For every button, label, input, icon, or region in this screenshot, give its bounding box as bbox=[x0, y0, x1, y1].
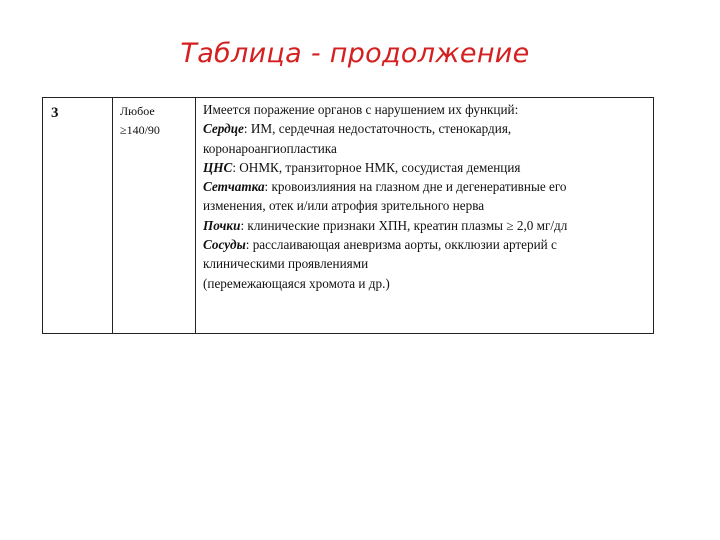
line-text: Имеется поражение органов с нарушением их функций: bbox=[203, 102, 519, 117]
line-text: клиническими проявлениями bbox=[203, 256, 369, 272]
pressure-value: ≥140/90 bbox=[120, 123, 160, 137]
line-text: : ОНМК, транзиторное НМК, сосудистая деменция bbox=[232, 159, 521, 175]
line-text: : клинические признаки ХПН, креатин плазмы ≥ 2,0 мг/дл bbox=[240, 217, 568, 233]
slide-title: Таблица - продолжение bbox=[180, 38, 530, 69]
organ-line-heart-cont bbox=[203, 139, 649, 158]
line-text: (перемежающаяся хромота и др.) bbox=[203, 275, 390, 291]
organ-line-cns bbox=[203, 158, 649, 177]
line-text: : кровоизлияния на глазном дне и дегенеративные его bbox=[264, 179, 567, 195]
organ-line-heart bbox=[203, 119, 649, 138]
organ-damage-cell bbox=[196, 98, 653, 333]
hypertension-stage-table bbox=[42, 97, 654, 334]
pressure-cell bbox=[113, 98, 196, 333]
organ-label-kidneys: Почки bbox=[203, 217, 241, 233]
stage-cell bbox=[43, 98, 113, 333]
organ-line-retina bbox=[203, 177, 649, 196]
organ-label-heart: Сердце bbox=[203, 121, 244, 137]
line-text: : расслаивающая аневризма аорты, окклюзии артерий с bbox=[245, 237, 557, 253]
line-text: изменения, отек и/или атрофия зрительного нерва bbox=[203, 198, 485, 214]
organ-line-retina-cont bbox=[203, 196, 649, 215]
line-text: коронароангиопластика bbox=[203, 140, 337, 156]
organ-line-vessels-cont bbox=[203, 254, 649, 273]
organ-label-vessels: Сосуды bbox=[203, 237, 246, 253]
organ-line-vessels-cont2 bbox=[203, 274, 649, 293]
organ-line-intro bbox=[203, 100, 649, 119]
organ-label-cns: ЦНС bbox=[203, 159, 233, 175]
organ-label-retina: Сетчатка bbox=[203, 179, 265, 195]
organ-line-vessels bbox=[203, 235, 649, 254]
stage-number: 3 bbox=[51, 105, 59, 121]
line-text: : ИМ, сердечная недостаточность, стенокардия, bbox=[243, 121, 512, 137]
organ-line-kidneys bbox=[203, 216, 649, 235]
pressure-label: Любое bbox=[120, 104, 155, 118]
